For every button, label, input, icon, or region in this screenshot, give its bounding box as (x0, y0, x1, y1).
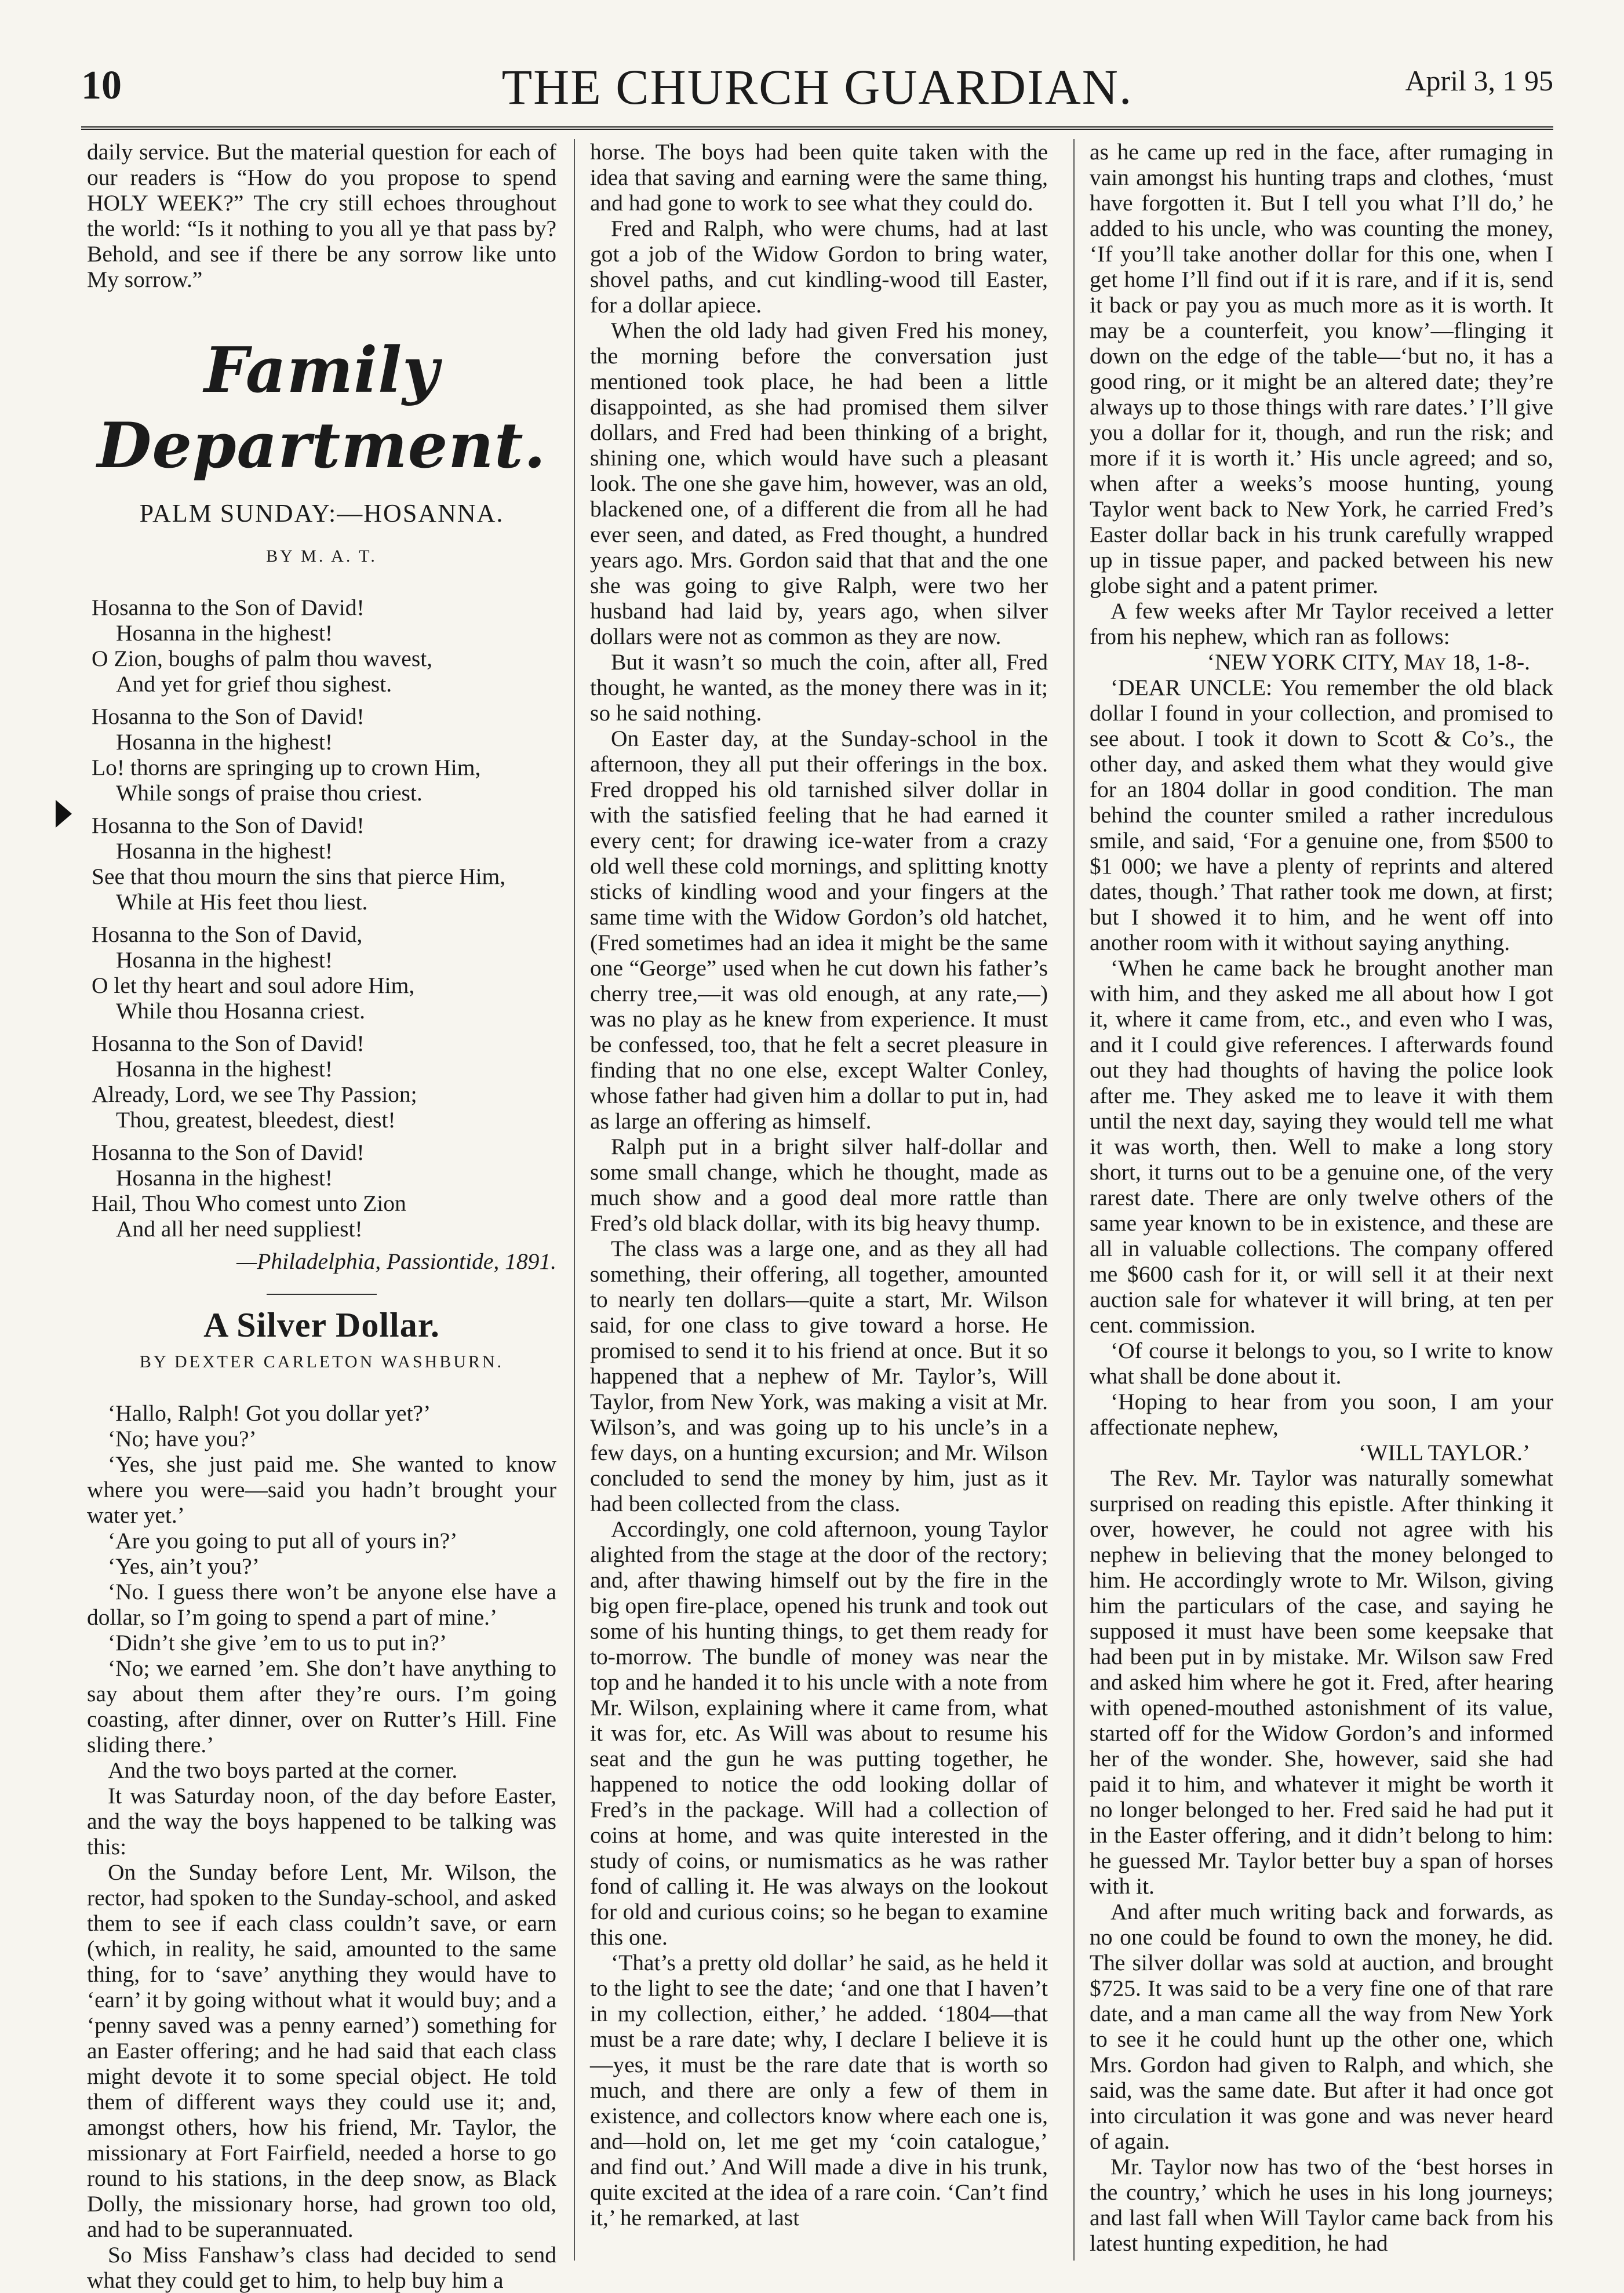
letter-paragraph: ‘Hoping to hear from you soon, I am your affectionate nephew, (1090, 1389, 1553, 1440)
poem-line: Hail, Thou Who comest unto Zion (92, 1191, 406, 1216)
story-paragraph: ‘That’s a pretty old dollar’ he said, as he held it to the light to see the date; ‘and one that I haven’t in my collection, either,’ he added. ‘1804—that must be a rare date; why, I declare I believe it is—yes, it must be the rare date that is worth so much, and there are only a few of them in existence, and collectors know where each one is, and—hold on, let me get my ‘coin catalogue,’ and find out.’ And Will made a dive in his trunk, quite excited at the idea of a rare coin. ‘Can’t find it,’ he remarked, at last (590, 1950, 1048, 2230)
story-paragraph: The class was a large one, and as they all had something, their offering, all together, amounted to nearly ten dollars—quite a start, Mr. Wilson said, for one class to give toward a horse. He promised to send it to his friend at once. But it so happened that a nephew of Mr. Taylor’s, Will Taylor, from New York, was making a visit at Mr. Wilson’s, and was going up to his uncle’s in a few days, on a hunting excursion; and Mr. Wilson concluded to send the money by him, just as it had been collected from the class. (590, 1236, 1048, 1516)
story-paragraph: Accordingly, one cold afternoon, young Taylor alighted from the stage at the door of the rectory; and, after thawing himself out by the fire in the big open fire-place, opened his trunk and took out some of his hunting things, to get them ready for to-morrow. The bundle of money was near the top and he handed it to his uncle with a note from Mr. Wilson, explaining where it came from, what it was for, etc. As Will was about to resume his seat and the gun he was putting together, he happened to notice the odd looking dollar of Fred’s in the package. Will had a collection of coins at home, and was quite interested in the study of coins, or numismatics as he was rather fond of calling it. He was always on the lookout for old and curious coins; so he began to examine this one. (590, 1516, 1048, 1950)
column-3 (1090, 139, 1553, 2256)
header-rule (81, 126, 1553, 130)
poem-line: Hosanna to the Son of David! (92, 1140, 365, 1165)
issue-date: April 3, 1 95 (1405, 64, 1553, 97)
poem-line: Hosanna in the highest! (116, 729, 333, 755)
story-title: A Silver Dollar. (203, 1306, 440, 1344)
poem-line: Hosanna to the Son of David! (92, 704, 365, 729)
story-paragraph: Fred and Ralph, who were chums, had at last got a job of the Widow Gordon to bring water, shovel paths, and cut kindling-wood till Easter, for a dollar apiece. (590, 216, 1048, 318)
poem-line: Thou, greatest, bleedest, diest! (116, 1107, 396, 1133)
poem-line: While songs of praise thou criest. (116, 780, 423, 806)
story-paragraph: On Easter day, at the Sunday-school in the afternoon, they all put their offerings in the box. Fred dropped his old tarnished silver dollar in with the satisfied feeling that he had earned it every cent; for drawing ice-water from a crazy old well these cold mornings, and splitting knotty sticks of kindling wood and your fingers at the same time with the Widow Gordon’s old hatchet, (Fred sometimes had an idea it might be the same one “George” used when he cut down his father’s cherry tree,—it was old enough, at any rate,—) was no play as he knew from experience. It must be confessed, too, that he felt a secret pleasure in finding that no one else, except Walter Conley, whose father had given him a dollar to put in, had as large an offering as himself. (590, 726, 1048, 1134)
story-paragraph: ‘Are you going to put all of yours in?’ (108, 1528, 458, 1553)
poem-byline: BY M. A. T. (266, 547, 377, 566)
margin-arrow-marker (56, 800, 72, 828)
story-paragraph: ‘No. I guess there won’t be anyone else have a dollar, so I’m going to spend a part of mine.’ (87, 1579, 556, 1630)
story-paragraph: And the two boys parted at the corner. (108, 1757, 458, 1783)
page-header (81, 58, 1553, 128)
poem-line: Hosanna in the highest! (116, 620, 333, 646)
letter-paragraph: ‘Of course it belongs to you, so I write to know what shall be done about it. (1090, 1338, 1553, 1389)
letter-paragraph: ‘DEAR UNCLE: You remember the old black dollar I found in your collection, and promised to see about. I took it down to Scott & Co’s., the other day, and asked them what they would give for an 1804 dollar in good condition. The man behind the counter smiled a rather incredulous smile, and said, ‘For a genuine one, from $500 to $1 000; we have a plenty of reprints and altered dates, though.’ That rather took me down, at first; but I showed it to him, and he went off into another room with it without saying anything. (1090, 675, 1553, 955)
story-paragraph: horse. The boys had been quite taken with the idea that saving and earning were the same thing, and had gone to work to see what they could do. (590, 139, 1048, 216)
column-divider (574, 139, 575, 2261)
story-paragraph: It was Saturday noon, of the day before Easter, and the way the boys happened to be talking was this: (87, 1783, 556, 1859)
story-paragraph: ‘Yes, ain’t you?’ (108, 1553, 260, 1579)
poem-line: O Zion, boughs of palm thou wavest, (92, 646, 433, 671)
page-number: 10 (81, 63, 122, 108)
story-paragraph: as he came up red in the face, after rumaging in vain amongst his hunting traps and clothes, ‘must have forgotten it. But I tell you what I’ll do,’ he added to his uncle, who was counting the money, ‘If you’ll take another dollar for this one, when I get home I’ll find out if it is rare, and if it is, send it back or pay you as much more as it is worth. It may be a counterfeit, you know’—flinging it down on the edge of the table—‘but no, it has a good ring, or it might be an altered date; they’re always up to those things with rare dates.’ I’ll give you a dollar for it, though, and run the risk; and more if it is worth it.’ His uncle agreed; and so, when after a weeks’s moose hunting, young Taylor went back to New York, he carried Fred’s Easter dollar back in his trunk carefully wrapped up in tissue paper, and packed between his new globe sight and a patent primer. (1090, 139, 1553, 598)
column-1 (87, 139, 556, 2293)
story-paragraph: ‘No; we earned ’em. She don’t have anything to say about them after they’re ours. I’m going coasting, after dinner, over on Rutter’s Hill. Fine sliding there.’ (87, 1655, 556, 1757)
column-2 (590, 139, 1048, 2230)
poem-line: O let thy heart and soul adore Him, (92, 973, 415, 998)
story-paragraph: The Rev. Mr. Taylor was naturally somewhat surprised on reading this epistle. After thinking it over, however, he could not agree with his nephew in believing that the money belonged to him. He accordingly wrote to Mr. Wilson, giving him the particulars of the case, and saying he supposed it must have been some keepsake that had been put in by mistake. Mr. Wilson saw Fred and asked him where he got it. Fred, after hearing with opened-mouthed astonishment of its value, started off for the Widow Gordon’s and informed her of the wonder. She, however, said she had paid it to him, and whatever it might be worth it no longer belonged to her. Fred said he had put it in the Easter offering, and it didn’t belong to him: he guessed Mr. Taylor better buy a span of horses with it. (1090, 1465, 1553, 1899)
letter-paragraph: ‘When he came back he brought another man with him, and they asked me all about how I got it, where it came from, etc., and even who I was, and it I could give references. I afterwards found out they had thoughts of having the police look after me. They asked me to leave it with them until the next day, saying they would tell me what it was worth, then. Well to make a long story short, it turns out to be a genuine one, of the very rarest date. There are only twelve others of the same year known to be in existence, and these are all in valuable collections. The company offered me $600 cash for it, or will sell it at their next auction sale for whatever it will bring, at ten per cent. commission. (1090, 955, 1553, 1338)
poem-attribution: —Philadelphia, Passiontide, 1891. (236, 1249, 556, 1274)
poem (87, 595, 556, 1242)
department-heading: Family Department. (97, 334, 547, 482)
story-paragraph: A few weeks after Mr Taylor received a letter from his nephew, which ran as follows: (1090, 598, 1553, 649)
article-paragraph: daily service. But the material question for each of our readers is “How do you propose to spend HOLY WEEK?” The cry still echoes throughout the world: “Is it nothing to you all ye that pass by? Behold, and see if there be any sorrow like unto My sorrow.” (87, 139, 556, 292)
poem-stanza (87, 704, 556, 806)
poem-title: PALM SUNDAY:—HOSANNA. (139, 499, 504, 527)
poem-stanza (87, 922, 556, 1024)
poem-line: Already, Lord, we see Thy Passion; (92, 1082, 417, 1107)
poem-line: Lo! thorns are springing up to crown Him, (92, 755, 481, 780)
poem-line: And all her need suppliest! (116, 1216, 363, 1242)
story-byline: BY DEXTER CARLETON WASHBURN. (139, 1352, 504, 1371)
poem-line: And yet for grief thou sighest. (116, 671, 392, 697)
poem-stanza (87, 1031, 556, 1133)
story-paragraph: On the Sunday before Lent, Mr. Wilson, the rector, had spoken to the Sunday-school, and asked them to see if each class couldn’t save, or earn (which, in reality, he said, amounted to the same thing, for to ‘save’ anything they would have to ‘earn’ it by going without what it would buy; and a ‘penny saved was a penny earned’) something for an Easter offering; and he had said that each class might devote it to some special object. He told them of different ways they could use it; and, amongst others, how his friend, Mr. Taylor, the missionary at Fort Fairfield, needed a horse to go round to his stations, in the deep snow, as Black Dolly, the missionary horse, had grown too old, and had to be superannuated. (87, 1859, 556, 2242)
poem-line: Hosanna to the Son of David! (92, 595, 365, 620)
letter-place-date: ‘NEW YORK CITY, May 18, 1-8-. (1207, 649, 1530, 675)
poem-line: Hosanna in the highest! (116, 1165, 333, 1191)
poem-stanza (87, 595, 556, 697)
letter-signature: ‘WILL TAYLOR.’ (1359, 1440, 1530, 1465)
story-paragraph: ‘No; have you?’ (108, 1426, 257, 1451)
poem-line: Hosanna in the highest! (116, 1056, 333, 1082)
poem-line: Hosanna to the Son of David! (92, 813, 365, 838)
poem-line: Hosanna in the highest! (116, 838, 333, 864)
poem-line: Hosanna in the highest! (116, 947, 333, 973)
poem-stanza (87, 813, 556, 915)
story-paragraph: And after much writing back and forwards, as no one could be found to own the money, he did. The silver dollar was sold at auction, and brought $725. It was said to be a very fine one of that rare date, and a man came all the way from New York to see it he could hunt up the other one, which Mrs. Gordon had given to Ralph, and which, she said, was the same date. But after it had once got into circulation it was gone and was never heard of again. (1090, 1899, 1553, 2154)
masthead-title: THE CHURCH GUARDIAN. (501, 59, 1133, 115)
section-divider (267, 1294, 377, 1295)
story-paragraph: ‘Hallo, Ralph! Got you dollar yet?’ (108, 1400, 431, 1426)
story-paragraph: When the old lady had given Fred his money, the morning before the conversation just mentioned took place, he had been a little disappointed, as she had promised them silver dollars, and Fred had been thinking of a bright, shining one, which would have such a pleasant look. The one she gave him, however, was an old, blackened one, of a different die from all he had ever seen, and dated, as Fred thought, a hundred years ago. Mrs. Gordon said that that and the one she was going to give Ralph, were two her husband had laid by, years ago, when silver dollars were not as common as they are now. (590, 318, 1048, 649)
poem-stanza (87, 1140, 556, 1242)
story-paragraph: Ralph put in a bright silver half-dollar and some small change, which he thought, made as much show and a good deal more rattle than Fred’s old black dollar, with its big heavy thump. (590, 1134, 1048, 1236)
poem-line: While at His feet thou liest. (116, 889, 368, 915)
story-paragraph: ‘Didn’t she give ’em to us to put in?’ (108, 1630, 447, 1655)
poem-line: While thou Hosanna criest. (116, 998, 365, 1024)
poem-line: Hosanna to the Son of David, (92, 922, 363, 947)
story-paragraph: ‘Yes, she just paid me. She wanted to know where you were—said you hadn’t brought your water yet.’ (87, 1451, 556, 1528)
column-divider (1073, 139, 1075, 2261)
poem-line: Hosanna to the Son of David! (92, 1031, 365, 1056)
poem-line: See that thou mourn the sins that pierce Him, (92, 864, 506, 889)
story-paragraph: But it wasn’t so much the coin, after all, Fred thought, he wanted, as the money there was in it; so he said nothing. (590, 649, 1048, 726)
story-paragraph: Mr. Taylor now has two of the ‘best horses in the country,’ which he uses in his long journeys; and last fall when Will Taylor came back from his latest hunting expedition, he had (1090, 2154, 1553, 2256)
story-paragraph: So Miss Fanshaw’s class had decided to send what they could get to him, to help buy him a (87, 2242, 556, 2293)
